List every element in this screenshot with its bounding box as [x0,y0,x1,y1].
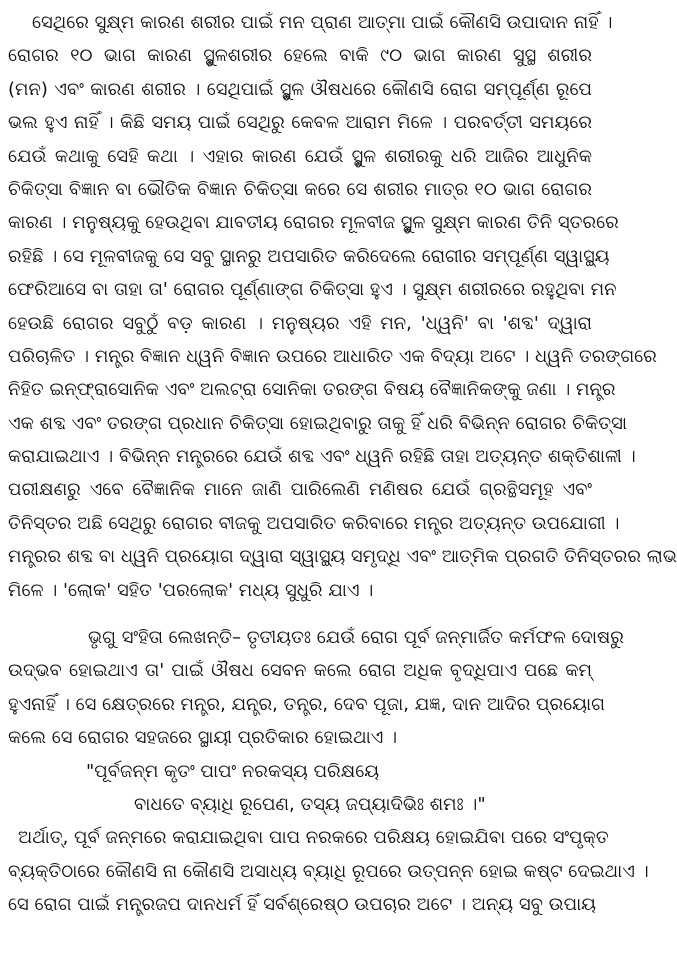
text-line: କରାଯାଇଥାଏ । ବିଭିନ୍ନ ମନ୍ତ୍ରରେ ଯେଉଁ ଶବ୍ଦ ଏବଂ ଧ୍ୱନି ରହିଛି ତାହା ଅତ୍ୟନ୍ତ ଶକ୍ତିଶାଳୀ । [8,446,636,468]
text-line: ଭୃଗୁ ସଂହିତା ଲେଖନ୍ତି– ତୃତୀୟତଃ ଯେଉଁ ରୋଗ ପୂର୍ବ ଜନ୍ମାର୍ଜିତ କର୍ମଫଳ ଦୋଷରୁ [88,627,624,649]
paragraph-mind-and-disease [8,6,677,607]
text-line: କାରଣ । ମନୁଷ୍ୟକୁ ହେଉଥିବା ଯାବତୀୟ ରୋଗର ମୂଳବୀଜ ସ୍ଥୁଳ ସୁକ୍ଷ୍ମ କାରଣ ତିନି ସ୍ତରରେ [8,212,619,234]
text-line: ଅର୍ଥାତ୍, ପୂର୍ବ ଜନ୍ମରେ କରାଯାଇଥିବା ପାପ ନରକରେ ପରିକ୍ଷୟ ହୋଇଯିବା ପରେ ସଂପୃକ୍ତ [18,827,609,849]
text-line: ପରିଚାଳିତ । ମନ୍ତ୍ର ବିଜ୍ଞାନ ଧ୍ୱନି ବିଜ୍ଞାନ ଉପରେ ଆଧାରିତ ଏକ ବିଦ୍ୟା ଅଟେ । ଧ୍ୱନି ତରଙ୍ଗରେ [8,345,657,367]
text-line: କଲେ ସେ ରୋଗର ସହଜରେ ସ୍ଥାୟୀ ପ୍ରତିକାର ହୋଇଥାଏ । [8,727,398,749]
text-line: ଫେରିଆସେ ବା ତାହା ତା' ରୋଗର ପୂର୍ଣ୍ଣାଙ୍ଗ ଚିକିତ୍ସା ହୁଏ । ସୁକ୍ଷ୍ମ ଶରୀରରେ ରହୁଥିବା ମନ [8,279,617,301]
text-line: ପରୀକ୍ଷଣରୁ ଏବେ ବୈଜ୍ଞାନିକ ମାନେ ଜାଣି ପାରିଲେଣି ମଣିଷର ଯେଉଁ ଗ୍ରନ୍ଥିସମୂହ ଏବଂ [8,479,592,501]
text-line: ଉଦ୍ଭବ ହୋଇଥାଏ ତା' ପାଇଁ ଔଷଧ ସେବନ କଲେ ରୋଗ ଅଧିକ ବୃଦ୍ଧିପାଏ ପଛେ କମ୍ [8,660,592,682]
sanskrit-verse [8,755,592,822]
verse-line: "ପୂର୍ବଜନ୍ମ କୃତଂ ପାପଂ ନରକସ୍ୟ ପରିକ୍ଷୟେ [86,760,380,782]
text-line: ତିନିସ୍ତର ଅଛି ସେଥିରୁ ରୋଗର ବୀଜକୁ ଅପସାରିତ କରିବାରେ ମନ୍ତ୍ର ଅତ୍ୟନ୍ତ ଉପଯୋଗୀ । [8,512,620,534]
text-line: (ମନ) ଏବଂ କାରଣ ଶରୀର । ସେଥିପାଇଁ ସ୍ଥୁଳ ଔଷଧରେ କୌଣସି ରୋଗ ସମ୍ପୂର୍ଣ୍ଣ ରୂପେ [8,78,592,100]
text-line: ସେଥିରେ ସୁକ୍ଷ୍ମ କାରଣ ଶରୀର ପାଇଁ ମନ ପ୍ରାଣ ଆତ୍ମା ପାଇଁ କୌଣସି ଉପାଦାନ ନାହିଁ । [32,12,613,33]
text-line: ସେ ରୋଗ ପାଇଁ ମନ୍ତ୍ରଜପ ଦାନଧର୍ମ ହିଁ ସର୍ବଶ୍ରେଷ୍ଠ ଉପଚାର ଅଟେ । ଅନ୍ୟ ସବୁ ଉପାୟ [8,894,597,916]
text-line: ଭଲ ହୁଏ ନାହିଁ । କିଛି ସମୟ ପାଇଁ ସେଥିରୁ କେବଳ ଆରାମ ମିଳେ । ପରବର୍ତ୍ତୀ ସମୟରେ [8,112,592,134]
text-line: ଯେଉଁ କଥାକୁ ସେହି କଥା । ଏହାର କାରଣ ଯେଉଁ ସ୍ଥୁଳ ଶରୀରକୁ ଧରି ଆଜିର ଆଧୁନିକ [8,145,592,167]
text-line: ମିଳେ । 'ଲୋକ' ସହିତ 'ପରଲୋକ' ମଧ୍ୟ ସୁଧୁରି ଯାଏ । [8,579,374,601]
text-line: ବ୍ୟକ୍ତିଠାରେ କୌଣସି ନା କୌଣସି ଅସାଧ୍ୟ ବ୍ୟାଧି ରୂପରେ ଉତ୍ପନ୍ନ ହୋଇ କଷ୍ଟ ଦେଇଥାଏ । [8,860,649,882]
text-line: ନିହିତ ଇନ୍‌ଫ୍ରାସୋନିକ ଏବଂ ଅଲଟ୍ରା ସୋନିକା ତରଙ୍ଗ ବିଷୟ ବୈଜ୍ଞାନିକଙ୍କୁ ଜଣା । ମନ୍ତ୍ର [8,379,616,401]
paragraph-bhrigu-samhita [8,621,624,755]
text-line: ରୋଗର ୧୦ ଭାଗ କାରଣ ସ୍ଥୁଳଶରୀର ହେଲେ ବାକି ୯୦ ଭାଗ କାରଣ ସୁସ୍ଥ ଶରୀର [8,45,592,67]
text-line: ହେଉଛି ରୋଗର ସବୁଠୁଁ ବଡ଼ କାରଣ । ମନୁଷ୍ୟର ଏହି ମନ, 'ଧ୍ୱନି' ବା 'ଶବ୍ଦ' ଦ୍ୱାରା [8,312,592,334]
text-line: ରହିଛି । ସେ ମୂଳବୀଜକୁ ସେ ସବୁ ସ୍ଥାନରୁ ଅପସାରିତ କରିଦେଲେ ରୋଗୀର ସମ୍ପୂର୍ଣ୍ଣ ସ୍ୱାସ୍ଥ୍ୟ [8,245,610,267]
paragraph-verse-meaning [8,821,649,921]
text-line: ଚିକିତ୍ସା ବିଜ୍ଞାନ ବା ଭୌତିକ ବିଜ୍ଞାନ ଚିକିତ୍ସା କରେ ସେ ଶରୀର ମାତ୍ର ୧୦ ଭାଗ ରୋଗର [8,178,592,200]
verse-line: ବାଧତେ ବ୍ୟାଧି ରୂପେଣ, ତସ୍ୟ ଜପ୍ୟାଦିଭିଃ ଶମଃ ।" [134,793,486,815]
text-line: ମନ୍ତ୍ରର ଶବ୍ଦ ବା ଧ୍ୱନି ପ୍ରୟୋଗ ଦ୍ୱାରା ସ୍ୱାସ୍ଥ୍ୟ ସମୃଦ୍ଧି ଏବଂ ଆତ୍ମିକ ପ୍ରଗତି ତିନିସ୍ତରର ଲାଭ [8,546,677,568]
text-line: ହୁଏନାହିଁ । ସେ କ୍ଷେତ୍ରରେ ମନ୍ତ୍ର, ଯନ୍ତ୍ର, ତନ୍ତ୍ର, ଦେବ ପୂଜା, ଯଜ୍ଞ, ଦାନ ଆଦିର ପ୍ରୟୋଗ [8,693,605,715]
text-line: ଏକ ଶବ୍ଦ ଏବଂ ତରଙ୍ଗ ପ୍ରଧାନ ଚିକିତ୍ସା ହୋଇଥିବାରୁ ତାକୁ ହିଁ ଧରି ବିଭିନ୍ନ ରୋଗର ଚିକିତ୍ସା [8,412,627,434]
